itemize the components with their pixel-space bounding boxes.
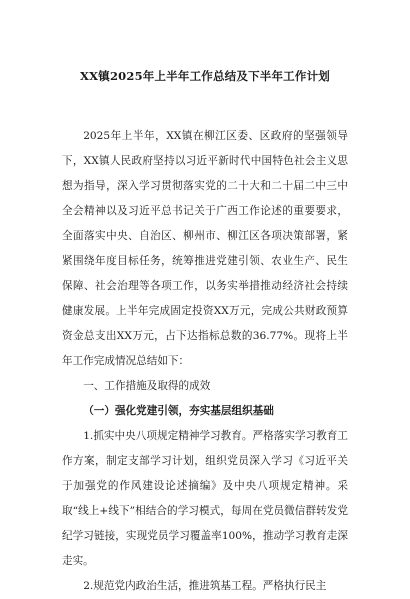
item-paragraph-1: 1.抓实中央八项规定精神学习教育。严格落实学习教育工作方案，制定支部学习计划，组织党员深入学习《习近平关于加强党的作风建设论述摘编》及中央八项规定精神。采取“线上+线下”相结合的学习模式，每周在党员微信群转发党纪学习链接，实现党员学习覆盖率100%，推动学习教育走深走实。 (62, 430, 348, 567)
document-title: XX镇2025年上半年工作总结及下半年工作计划 (80, 69, 330, 83)
subsection-heading-1: （一）强化党建引领，夯实基层组织基础 (83, 405, 274, 417)
item-paragraph-2: 2.规范党内政治生活，推进筑基工程。严格执行民主 (83, 580, 327, 592)
intro-paragraph: 2025年上半年，XX镇在柳江区委、区政府的坚强领导下，XX镇人民政府坚持以习近平新时代中国特色社会主义思想为指导，深入学习贯彻落实党的二十大和二十届二中三中全会精神以及习近平总书记关于广西工作论述的重要要求，全面落实中央、自治区、柳州市、柳江区各项决策部署，紧紧围绕年度目标任务，统筹推进党建引领、农业生产、民生保障、社会治理等各项工作，以务实举措推动经济社会持续健康发展。上半年完成固定投资XX万元，完成公共财政预算资金总支出XX万元，占下达指标总数的36.77%。现将上半年工作完成情况总结如下： (62, 130, 348, 367)
section-heading-1: 一、工作措施及取得的成效 (83, 380, 211, 392)
